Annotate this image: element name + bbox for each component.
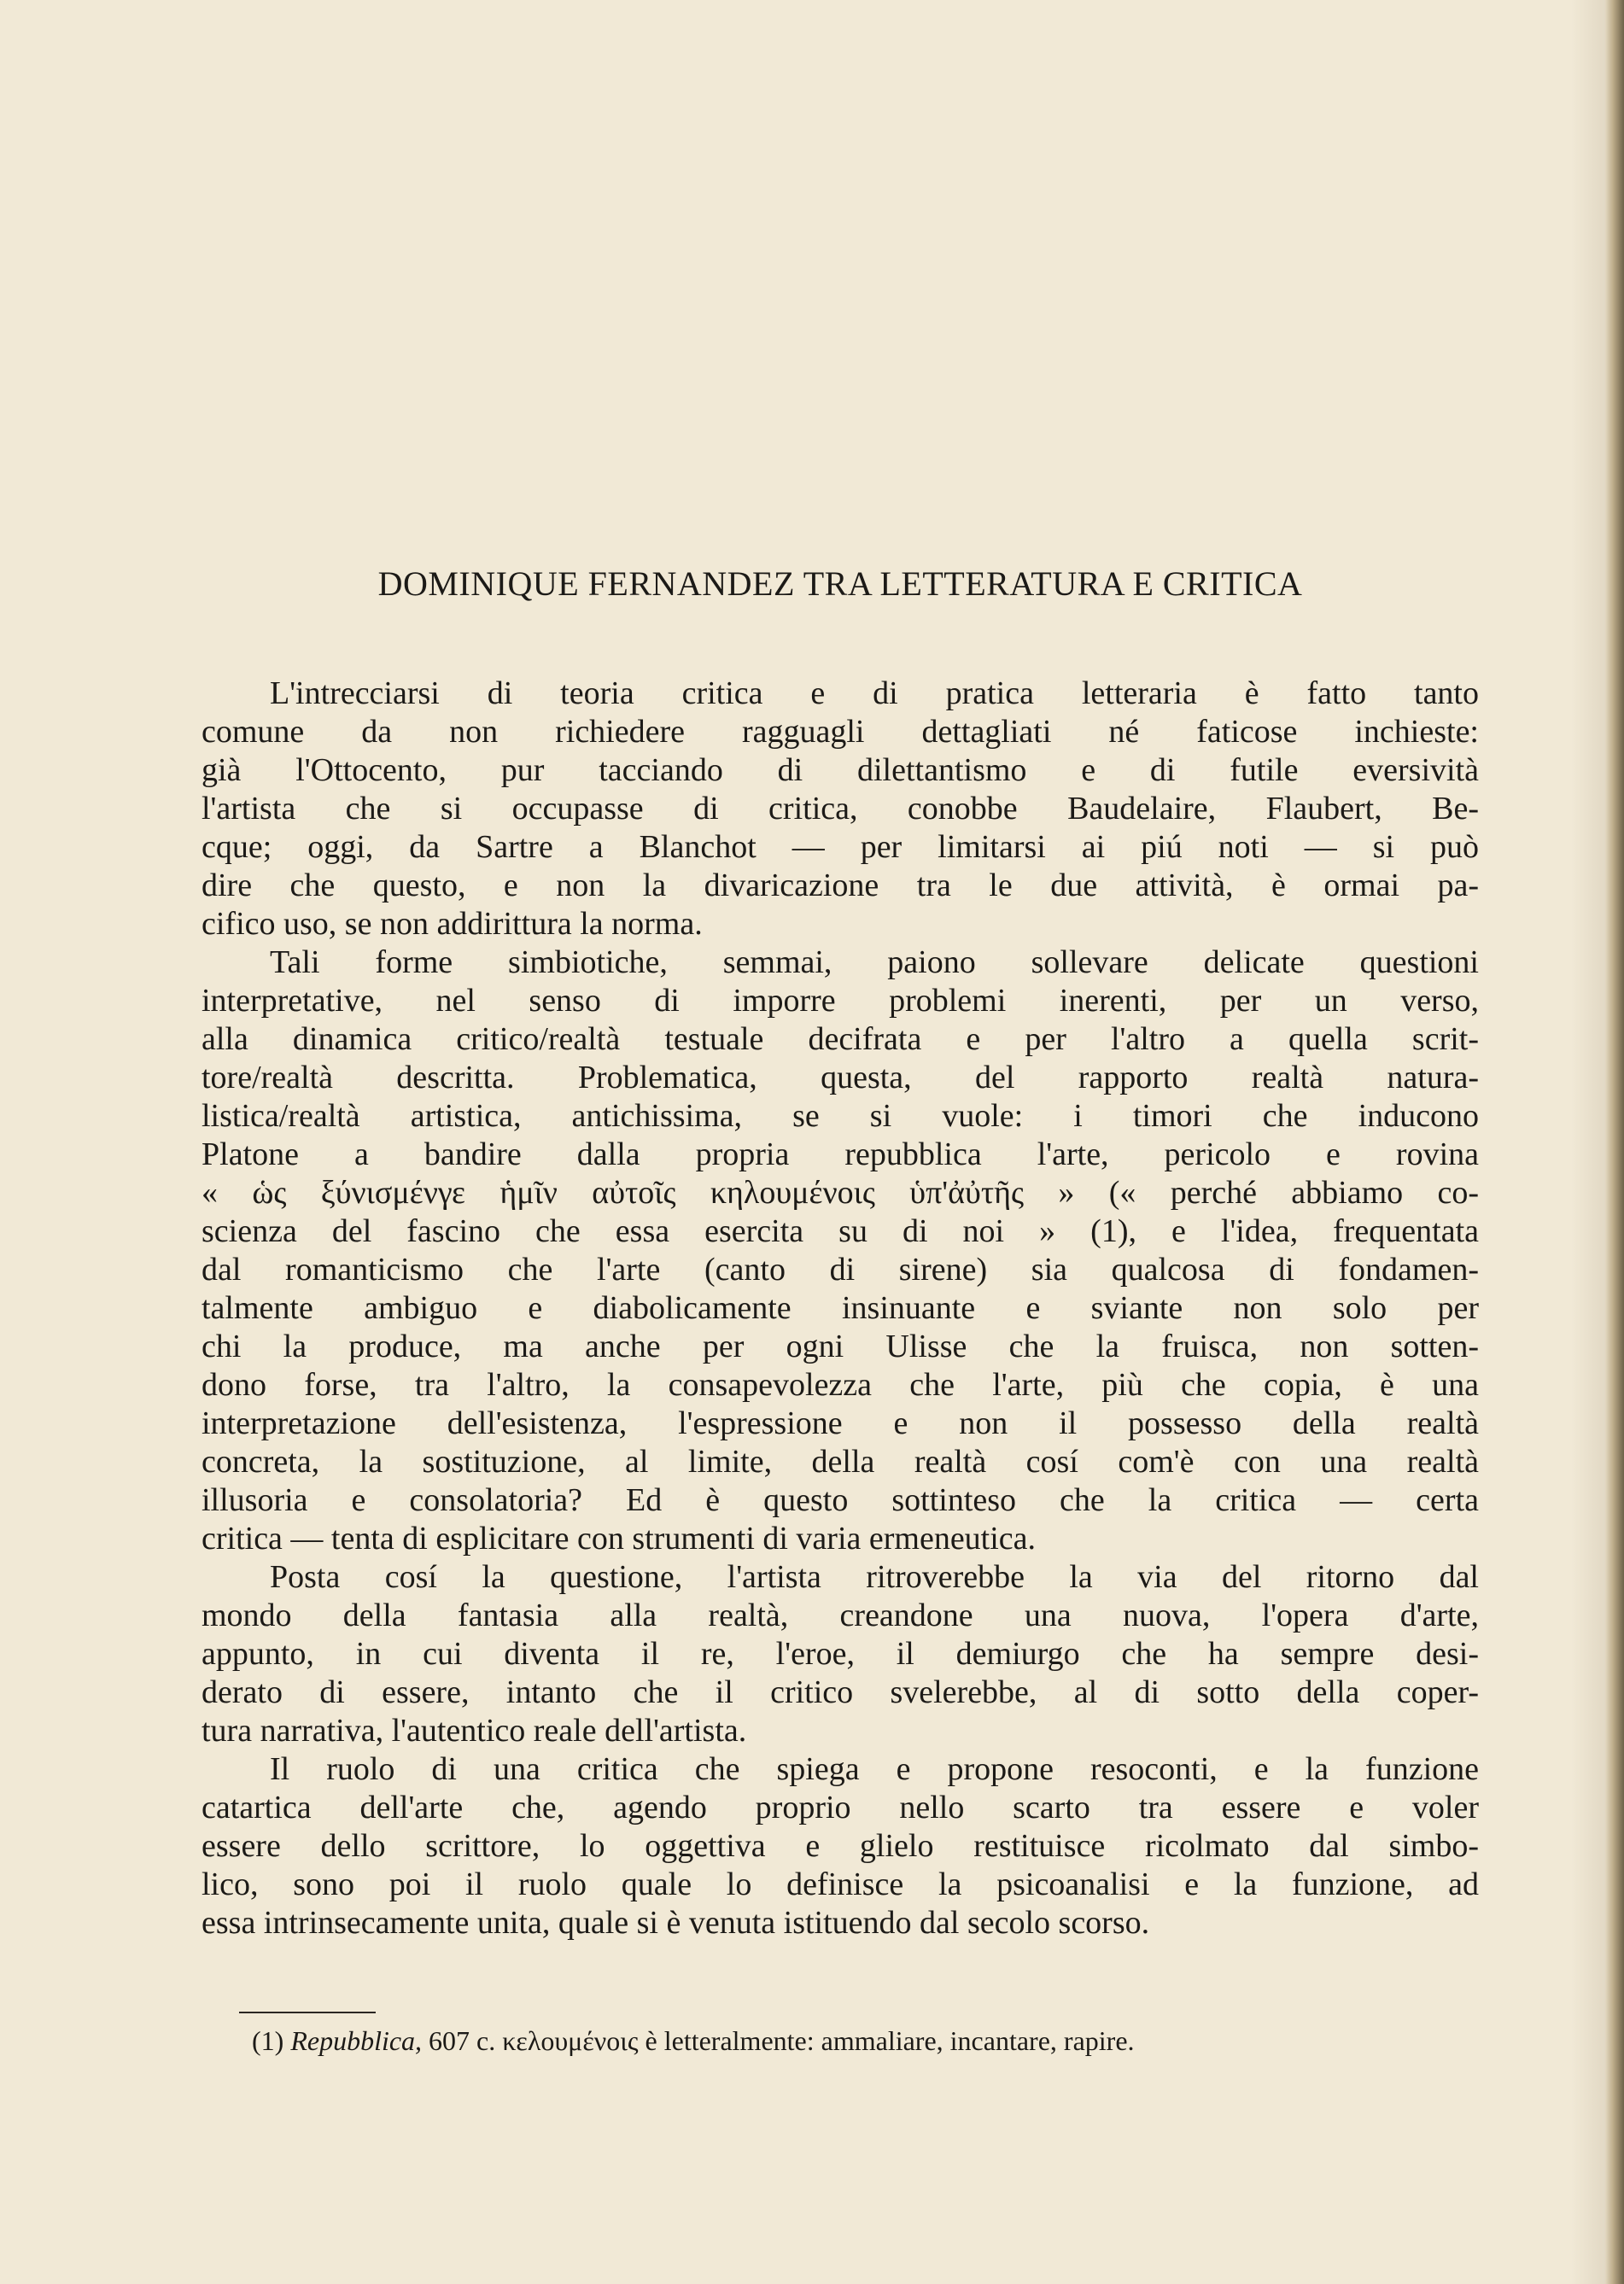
text-line: chi la produce, ma anche per ogni Ulisse che la fruisca, non sotten- (202, 1329, 1479, 1364)
footnote-divider (239, 2012, 376, 2013)
footnote-number: (1) (252, 2025, 284, 2056)
text-line: cifico uso, se non addirittura la norma. (202, 906, 703, 942)
text-line: Il ruolo di una critica che spiega e propone resoconti, e la funzione (270, 1751, 1479, 1787)
text-line: critica — tenta di esplicitare con strumenti di varia ermeneutica. (202, 1521, 1037, 1557)
text-line: L'intrecciarsi di teoria critica e di pratica letteraria è fatto tanto (270, 675, 1479, 711)
text-line: interpretazione dell'esistenza, l'espressione e non il possesso della realtà (202, 1405, 1479, 1441)
text-line: lico, sono poi il ruolo quale lo definisce la psicoanalisi e la funzione, ad (202, 1866, 1479, 1902)
text-line: interpretative, nel senso di imporre problemi inerenti, per un verso, (202, 983, 1479, 1019)
text-line: appunto, in cui diventa il re, l'eroe, il demiurgo che ha sempre desi- (202, 1636, 1479, 1672)
text-line: talmente ambiguo e diabolicamente insinuante e sviante non solo per (202, 1290, 1479, 1326)
text-line: mondo della fantasia alla realtà, creandone una nuova, l'opera d'arte, (202, 1598, 1479, 1633)
text-line: Tali forme simbiotiche, semmai, paiono sollevare delicate questioni (270, 944, 1479, 980)
text-line: Platone a bandire dalla propria repubblica l'arte, pericolo e rovina (202, 1136, 1479, 1172)
text-line: dono forse, tra l'altro, la consapevolezza che l'arte, più che copia, è una (202, 1367, 1479, 1403)
text-line: Posta cosí la questione, l'artista ritroverebbe la via del ritorno dal (270, 1559, 1479, 1595)
text-line: scienza del fascino che essa esercita su di noi » (1), e l'idea, frequentata (202, 1213, 1479, 1249)
text-line: alla dinamica critico/realtà testuale decifrata e per l'altro a quella scrit- (202, 1021, 1479, 1057)
footnote (252, 2024, 1473, 2058)
text-line: cque; oggi, da Sartre a Blanchot — per limitarsi ai piú noti — si può (202, 829, 1479, 865)
text-line: essere dello scrittore, lo oggettiva e glielo restituisce ricolmato dal simbo- (202, 1828, 1479, 1864)
text-line: derato di essere, intanto che il critico svelerebbe, al di sotto della coper- (202, 1674, 1479, 1710)
text-line: essa intrinsecamente unita, quale si è venuta istituendo dal secolo scorso. (202, 1905, 1150, 1941)
text-line: illusoria e consolatoria? Ed è questo sottinteso che la critica — certa (202, 1482, 1479, 1518)
text-line: dire che questo, e non la divaricazione tra le due attività, è ormai pa- (202, 867, 1479, 903)
text-line: listica/realtà artistica, antichissima, se si vuole: i timori che inducono (202, 1098, 1479, 1134)
footnote-text: 607 c. κελουμένοις è letteralmente: ammaliare, incantare, rapire. (429, 2025, 1135, 2056)
text-line: tura narrativa, l'autentico reale dell'artista. (202, 1713, 747, 1749)
text-line: concreta, la sostituzione, al limite, della realtà cosí com'è con una realtà (202, 1444, 1479, 1480)
text-line: l'artista che si occupasse di critica, conobbe Baudelaire, Flaubert, Be- (202, 791, 1479, 827)
text-line: « ὡς ξύνισμένγε ἡμῖν αὐτοῖς κηλουμένοις ὑπ'ἀὐτῆς » (« perché abbiamo co- (202, 1175, 1479, 1211)
article-body (202, 675, 1479, 1942)
text-line: catartica dell'arte che, agendo proprio nello scarto tra essere e voler (202, 1790, 1479, 1825)
text-line: già l'Ottocento, pur tacciando di dilettantismo e di futile eversività (202, 752, 1479, 788)
text-line: comune da non richiedere ragguagli dettagliati né faticose inchieste: (202, 714, 1479, 750)
page-shadow (1571, 0, 1605, 2284)
page-edge (1605, 0, 1624, 2284)
footnote-source: Repubblica, (290, 2025, 423, 2056)
article-title: DOMINIQUE FERNANDEZ TRA LETTERATURA E CRITICA (377, 564, 1303, 603)
text-line: tore/realtà descritta. Problematica, questa, del rapporto realtà natura- (202, 1060, 1479, 1095)
text-line: dal romanticismo che l'arte (canto di sirene) sia qualcosa di fondamen- (202, 1252, 1479, 1288)
